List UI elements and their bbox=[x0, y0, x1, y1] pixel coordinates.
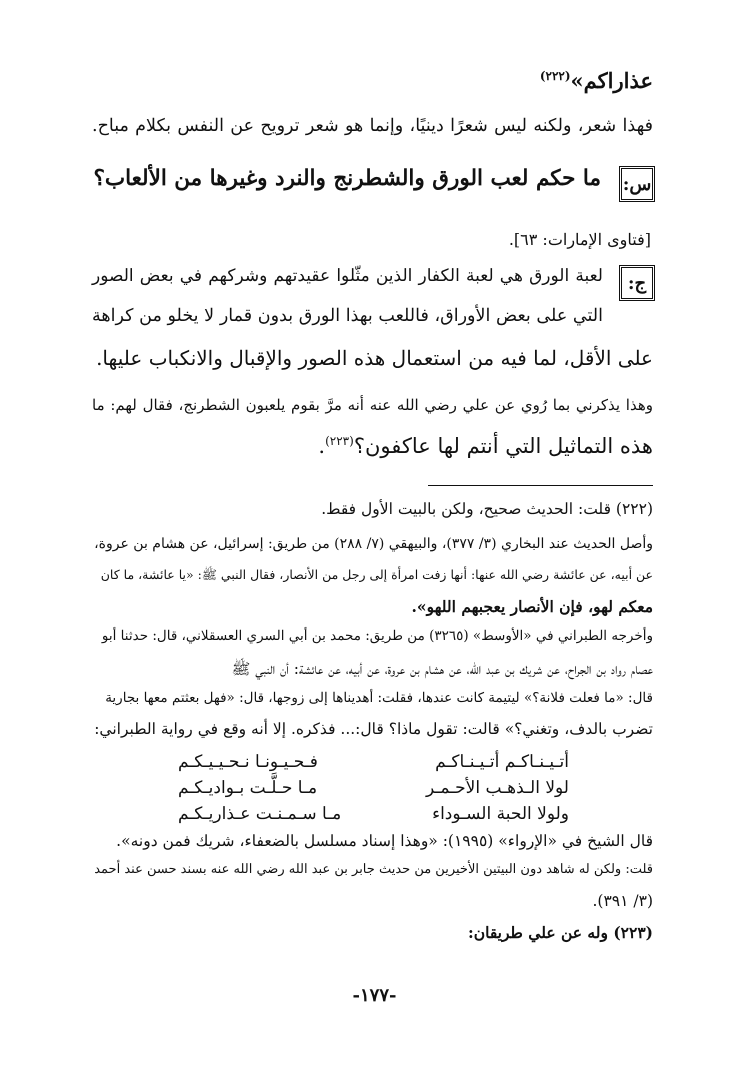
footnote-separator bbox=[428, 485, 653, 486]
paragraph-ali-line-2: هذه التماثيل التي أنتم لها عاكفون؟$^{(٢٢٣)}$. bbox=[318, 434, 653, 458]
paragraph-poetry-comment: فهذا شعر، ولكنه ليس شعرًا دينيًا، وإنما هو شعر ترويح عن النفس بكلام مباح. bbox=[92, 116, 653, 136]
poem-verse-3-left: مـا سـمـنـت عـذاريـكـم bbox=[178, 804, 342, 824]
footnote-line: وأخرجه الطبراني في «الأوسط» (٣٢٦٥) من طريق: محمد بن أبي السري العسقلاني، قال: حدثنا أبو bbox=[101, 628, 653, 644]
footnote-line: عن أبيه، عن عائشة رضي الله عنها: أنها زفت امرأة إلى رجل من الأنصار، فقال النبي ﷺ: «يا عائشة، ما كان bbox=[100, 567, 653, 582]
answer-badge: ج: bbox=[619, 265, 655, 301]
paragraph-ali-line-1: وهذا يذكرني بما رُوي عن علي رضي الله عنه أنه مرَّ بقوم يلعبون الشطرنج، فقال لهم: ما bbox=[92, 396, 653, 414]
answer-line-2: التي على بعض الأوراق، فاللعب بهذا الورق بدون قمار لا يخلو من كراهة bbox=[92, 306, 603, 326]
page-number: -١٧٧- bbox=[352, 985, 397, 1006]
poem-verse-2-right: لولا الـذهـب الأحـمـر bbox=[425, 778, 569, 798]
footnote-line: وأصل الحديث عند البخاري (٣/ ٣٧٧)، والبيهقي (٧/ ٢٨٨) من طريق: إسرائيل، عن هشام بن عروة، bbox=[94, 536, 653, 552]
footnote-line: (٢٢٣) وله عن علي طريقان: bbox=[468, 923, 653, 942]
heading-text: عذاراكم» bbox=[570, 68, 653, 93]
question-badge: س: bbox=[619, 166, 655, 202]
footnote-ref-223: (٢٢٣) bbox=[325, 434, 354, 448]
answer-line-3: على الأقل، لما فيه من استعمال هذه الصور والإقبال والانكباب عليها. bbox=[96, 346, 653, 370]
poem-verse-2-left: مـا حـلَّـت بـواديـكـم bbox=[178, 778, 318, 798]
footnote-line: قال: «ما فعلت فلانة؟» ليتيمة كانت عندها، فقلت: أهديناها إلى زوجها، قال: «فهل بعثتم معها بجارية bbox=[105, 690, 653, 706]
footnote-line: قال الشيخ في «الإرواء» (١٩٩٥): «وهذا إسناد مسلسل بالضعفاء، شريك فمن دونه». bbox=[116, 832, 653, 850]
footnote-line: معكم لهو، فإن الأنصار يعجبهم اللهو». bbox=[411, 597, 653, 616]
continuation-heading bbox=[92, 68, 653, 93]
poem-verse-1-right: أتـيـنـاكـم أتـيـنـاكـم bbox=[435, 752, 569, 772]
poem-verse-3-right: ولولا الحبة السـوداء bbox=[432, 804, 569, 824]
footnote-line: قلت: ولكن له شاهد دون البيتين الأخيرين من حديث جابر بن عبد الله رضي الله عنه بسند حسن عند أحمد bbox=[94, 862, 653, 877]
footnote-line: (٢٢٢) قلت: الحديث صحيح، ولكن بالبيت الأول فقط. bbox=[321, 500, 653, 518]
poem-verse-1-left: فـحـيـونـا نـحـيـيـكـم bbox=[178, 752, 318, 772]
footnote-line: تضرب بالدف، وتغني؟» قالت: تقول ماذا؟ قال:... فذكره. إلا أنه وقع في رواية الطبراني: bbox=[94, 720, 653, 738]
footnote-line: (٣/ ٣٩١). bbox=[592, 892, 653, 910]
footnote-ref-222: (٢٢٢) bbox=[539, 69, 571, 83]
question-text: ما حكم لعب الورق والشطرنج والنرد وغيرها من الألعاب؟ bbox=[93, 166, 601, 191]
question-source: [فتاوى الإمارات: ٦٣]. bbox=[508, 230, 651, 249]
answer-line-1: لعبة الورق هي لعبة الكفار الذين مثّلوا عقيدتهم وشركهم في بعض الصور bbox=[92, 266, 603, 286]
ali-quote: هذه التماثيل التي أنتم لها عاكفون؟ bbox=[353, 434, 653, 458]
footnote-line: عصام رواد بن الجراح، عن شريك بن عبد الله، عن هشام بن عروة، عن أبيه، عن عائشة: أن النبي ﷺ bbox=[231, 660, 653, 678]
